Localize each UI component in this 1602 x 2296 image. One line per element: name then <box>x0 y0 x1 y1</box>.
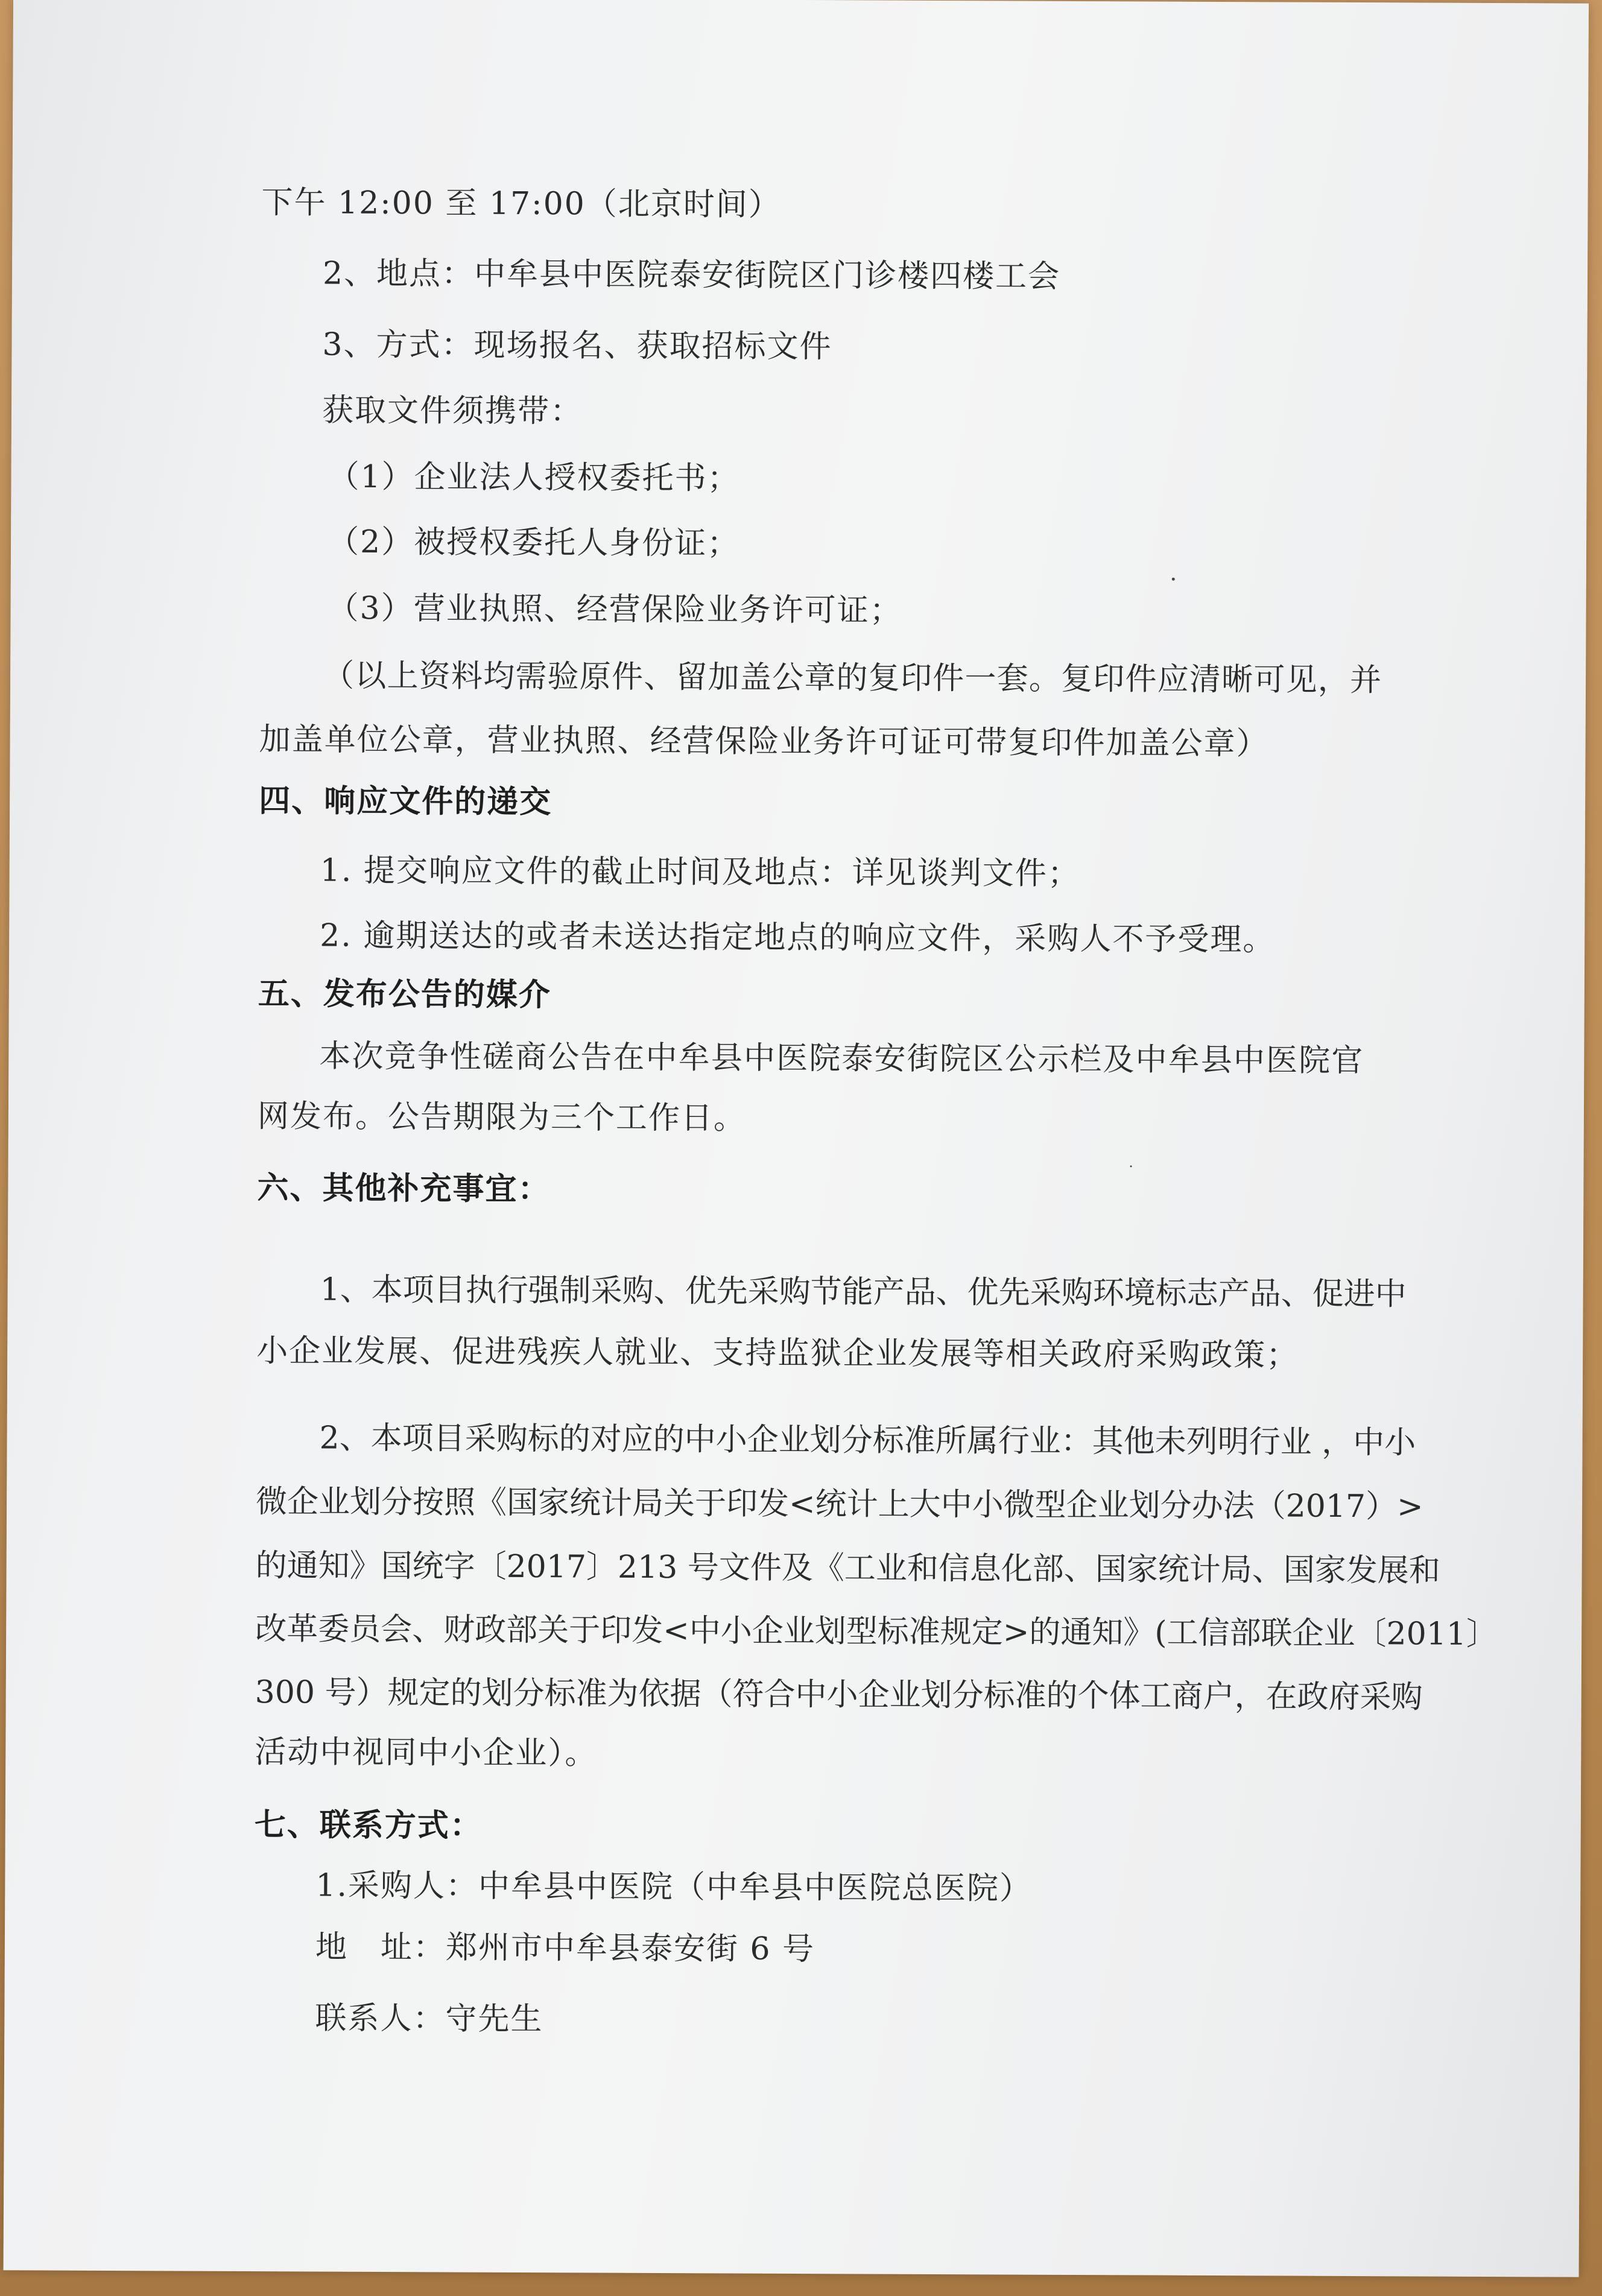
text-line: （以上资料均需验原件、留加盖公章的复印件一套。复印件应清晰可见，并 <box>322 657 1382 699</box>
document-page <box>4 0 1589 2277</box>
text-line: 2、地点：中牟县中医院泰安街院区门诊楼四楼工会 <box>322 255 1061 295</box>
text-line: 3、方式：现场报名、获取招标文件 <box>322 326 832 365</box>
text-line: （1）企业法人授权委托书； <box>328 458 740 497</box>
text-line: 的通知》国统字〔2017〕213 号文件及《工业和信息化部、国家统计局、国家发展和 <box>255 1548 1440 1589</box>
text-line: 2、本项目采购标的对应的中小企业划分标准所属行业：其他未列明行业 ，中小 <box>319 1420 1416 1461</box>
section-heading: 七、联系方式： <box>254 1806 483 1844</box>
text-line: 地 址：郑州市中牟县泰安街 6 号 <box>315 1929 815 1968</box>
text-line: 本次竞争性磋商公告在中牟县中医院泰安街院区公示栏及中牟县中医院官 <box>319 1038 1363 1080</box>
text-line: 微企业划分按照《国家统计局关于印发<统计上大中小微型企业划分办法（2017）> <box>255 1484 1423 1525</box>
text-line: 1、本项目执行强制采购、优先采购节能产品、优先采购环境标志产品、促进中 <box>320 1271 1407 1313</box>
text-line: 改革委员会、财政部关于印发<中小企业划型标准规定>的通知》(工信部联企业〔2011〕 <box>255 1611 1498 1653</box>
text-line: 网发布。公告期限为三个工作日。 <box>257 1098 747 1137</box>
text-line: 活动中视同中小企业）。 <box>255 1734 598 1772</box>
paper-speck <box>1130 1165 1132 1167</box>
text-line: 小企业发展、促进残疾人就业、支持监狱企业发展等相关政府采购政策； <box>256 1333 1299 1374</box>
text-line: 1. 提交响应文件的截止时间及地点：详见谈判文件； <box>320 852 1080 893</box>
text-line: 加盖单位公章，营业执照、经营保险业务许可证可带复印件加盖公章） <box>259 721 1269 762</box>
section-heading: 五、发布公告的媒介 <box>258 975 551 1014</box>
text-line: 下午 12:00 至 17:00（北京时间） <box>261 185 781 223</box>
text-line: （3）营业执照、经营保险业务许可证； <box>327 590 902 629</box>
section-heading: 六、其他补充事宜： <box>257 1169 551 1208</box>
text-line: 300 号）规定的划分标准为依据（符合中小企业划分标准的个体工商户，在政府采购 <box>255 1674 1423 1716</box>
paper-speck <box>1172 578 1175 581</box>
text-line: 联系人：守先生 <box>315 2000 543 2038</box>
text-line: 获取文件须携带： <box>321 392 583 430</box>
text-line: （2）被授权委托人身份证； <box>327 523 740 562</box>
text-line: 1.采购人：中牟县中医院（中牟县中医院总医院） <box>315 1867 1033 1907</box>
section-heading: 四、响应文件的递交 <box>259 782 552 821</box>
text-line: 2. 逾期送达的或者未送达指定地点的响应文件，采购人不予受理。 <box>320 917 1276 958</box>
